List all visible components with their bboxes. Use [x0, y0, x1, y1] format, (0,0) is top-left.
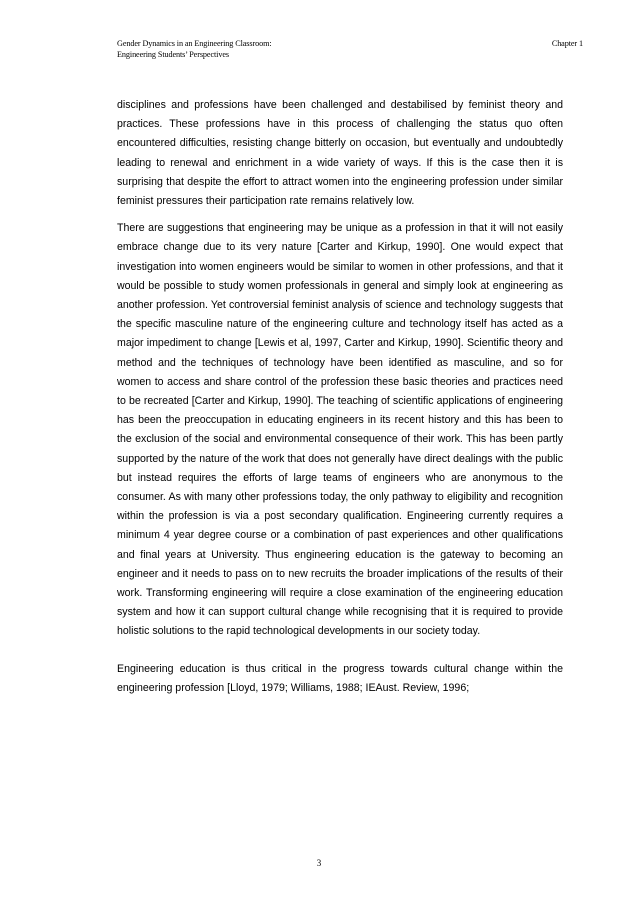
page-number: 3 [316, 858, 322, 868]
body-text [117, 96, 563, 698]
header-chapter: Chapter 1 [551, 39, 583, 48]
header-title [117, 38, 417, 60]
header-title-line-2: Engineering Students’ Perspectives [117, 50, 229, 59]
paragraph: disciplines and professions have been challenged and destabilised by feminist theory and practices. These professions have in this process of challenging the status quo often encountered difficulties, resisting change bitterly on occasion, but eventually and undoubtedly leading to renewal and enrichment in a wide variety of ways. If this is the case then it is surprising that despite the effort to attract women into the engineering profession under similar feminist pressures their participation rate remains relatively low. [117, 99, 563, 208]
header-title-line-1: Gender Dynamics in an Engineering Classroom: [117, 39, 272, 48]
paragraph: Engineering education is thus critical in the progress towards cultural change within the engineering profession [Lloyd, 1979; Williams, 1988; IEAust. Review, 1996; [117, 662, 563, 694]
paragraph: There are suggestions that engineering may be unique as a profession in that it will not easily embrace change due to its very nature [Carter and Kirkup, 1990]. One would expect that investigation into women engineers would be similar to women in other professions, and that it would be possible to study women professionals in general and simply look at engineering as another profession. Yet controversial feminist analysis of science and technology suggests that the specific masculine nature of the engineering culture and technology itself has acted as a major impediment to change [Lewis et al, 1997, Carter and Kirkup, 1990]. Scientific theory and method and the techniques of technology have been identified as masculine, and so for women to access and share control of the profession these basic theories and practices need to be recreated [Carter and Kirkup, 1990]. The teaching of scientific applications of engineering has been the preoccupation in educating engineers in its recent history and this has been to the exclusion of the social and environmental consequence of their work. This has been partly supported by the nature of the work that does not generally have direct dealings with the public but instead requires the efforts of large teams of engineers who are anonymous to the consumer. As with many other professions today, the only pathway to eligibility and recognition within the profession is via a post secondary qualification. Engineering currently requires a minimum 4 year degree course or a combination of past experiences and other qualifications and final years at University. Thus engineering education is the gateway to becoming an engineer and it needs to pass on to new recruits the broader implications of the results of their work. Transforming engineering will require a close examination of the engineering education system and how it can support cultural change while recognising that it is required to provide holistic solutions to the rapid technological developments in our society today. [117, 222, 563, 638]
